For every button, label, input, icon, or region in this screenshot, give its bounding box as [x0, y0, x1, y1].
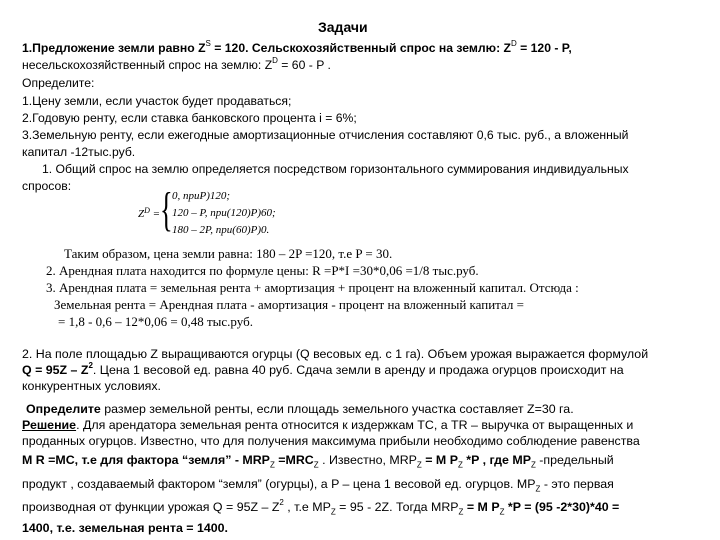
task1-line-7: капитал -12тыс.руб.	[22, 145, 136, 159]
task2-line-8: продукт , создаваемый фактором “земля” (огурцы), а P – цена 1 весовой ед. огурцов. $MP_Z$ - это первая	[22, 477, 614, 494]
task2-line-10: 1400, т.е. земельная рента = 1400.	[22, 521, 228, 535]
task2-line-7: M R =MC, т.е для фактора “земля” - $MRP_Z =MRC_Z$ . Известно, $MRP_Z = M$ $P_Z$ *P , где $MP_Z$ -предельный	[22, 453, 614, 470]
task1-line-2: несельскохозяйственный спрос на землю: $Z^D = 60 - P$ .	[22, 56, 331, 72]
solution-line-1: Таким образом, цена земли равна: 180 – 2P =120, т.е P = 30.	[64, 246, 393, 261]
task2-line-1: 2. На поле площадью Z выращиваются огурцы (Q весовых ед. с 1 га). Объем урожая выражается формулой	[22, 347, 649, 361]
task2-line-5: Решение. Для арендатора земельная рента относится к издержкам TC, а TR – выручка от выращенных и	[22, 418, 634, 432]
task2-line-6: проданных огурцов. Известно, что для получения максимума прибыли необходимо соблюдение равенства	[22, 434, 640, 448]
formula-row-3: 180 – 2P, при(60)P)0.	[172, 224, 270, 236]
formula-row-2: 120 – P, при(120)P)60;	[172, 207, 276, 219]
task1-line-3: Определите:	[22, 76, 95, 90]
solution-line-4: Земельная рента = Арендная плата - амортизация - процент на вложенный капитал =	[54, 297, 524, 312]
task2-line-3: конкурентных условиях.	[22, 379, 161, 393]
task2-line-4: Определите размер земельной ренты, если площадь земельного участка составляет Z=30 га.	[26, 402, 574, 416]
task1-line-6: 3.Земельную ренту, если ежегодные амортизационные отчисления составляют 0,6 тыс. руб., а вложенный	[22, 128, 629, 142]
formula-row-1: 0, приP)120;	[172, 190, 231, 202]
formula-brace: {	[160, 183, 173, 236]
task2-line-2: $Q = 95Z - Z^2$. Цена 1 весовой ед. равна 40 руб. Сдача земли в аренду и продажа огурцов происходит на	[22, 361, 624, 377]
task1-line-8: 1. Общий спрос на землю определяется посредством горизонтального суммирования индивидуальных	[42, 162, 629, 176]
task1-line-9: спросов:	[22, 179, 72, 193]
solution-line-5: = 1,8 - 0,6 – 12*0,06 = 0,48 тыс.руб.	[58, 314, 253, 329]
solution-line-3: 3. Арендная плата = земельная рента + амортизация + процент на вложенный капитал. Отсюда :	[46, 280, 579, 295]
task1-line-4: 1.Цену земли, если участок будет продаваться;	[22, 94, 292, 108]
solution-line-2: 2. Арендная плата находится по формуле цены: R =P*I =30*0,06 =1/8 тыс.руб.	[46, 263, 479, 278]
task2-line-9: производная от функции урожая $Q = 95Z - Z^2$ , т.е $MP_Z = 95 - 2Z$. Тогда $MRP_Z = M$ $P_Z$ *P = (95 -2*30)*40 =	[22, 498, 620, 517]
task1-line-1: 1.Предложение земли равно $Z^S = 120$. Сельскохозяйственный спрос на землю: $Z^D = 120 - P$,	[22, 39, 572, 55]
demand-formula	[138, 183, 338, 243]
task1-line-5: 2.Годовую ренту, если ставка банковского процента i = 6%;	[22, 111, 357, 125]
formula-lhs: $Z^D$ =	[138, 206, 161, 220]
page-title: Задачи	[318, 19, 368, 35]
